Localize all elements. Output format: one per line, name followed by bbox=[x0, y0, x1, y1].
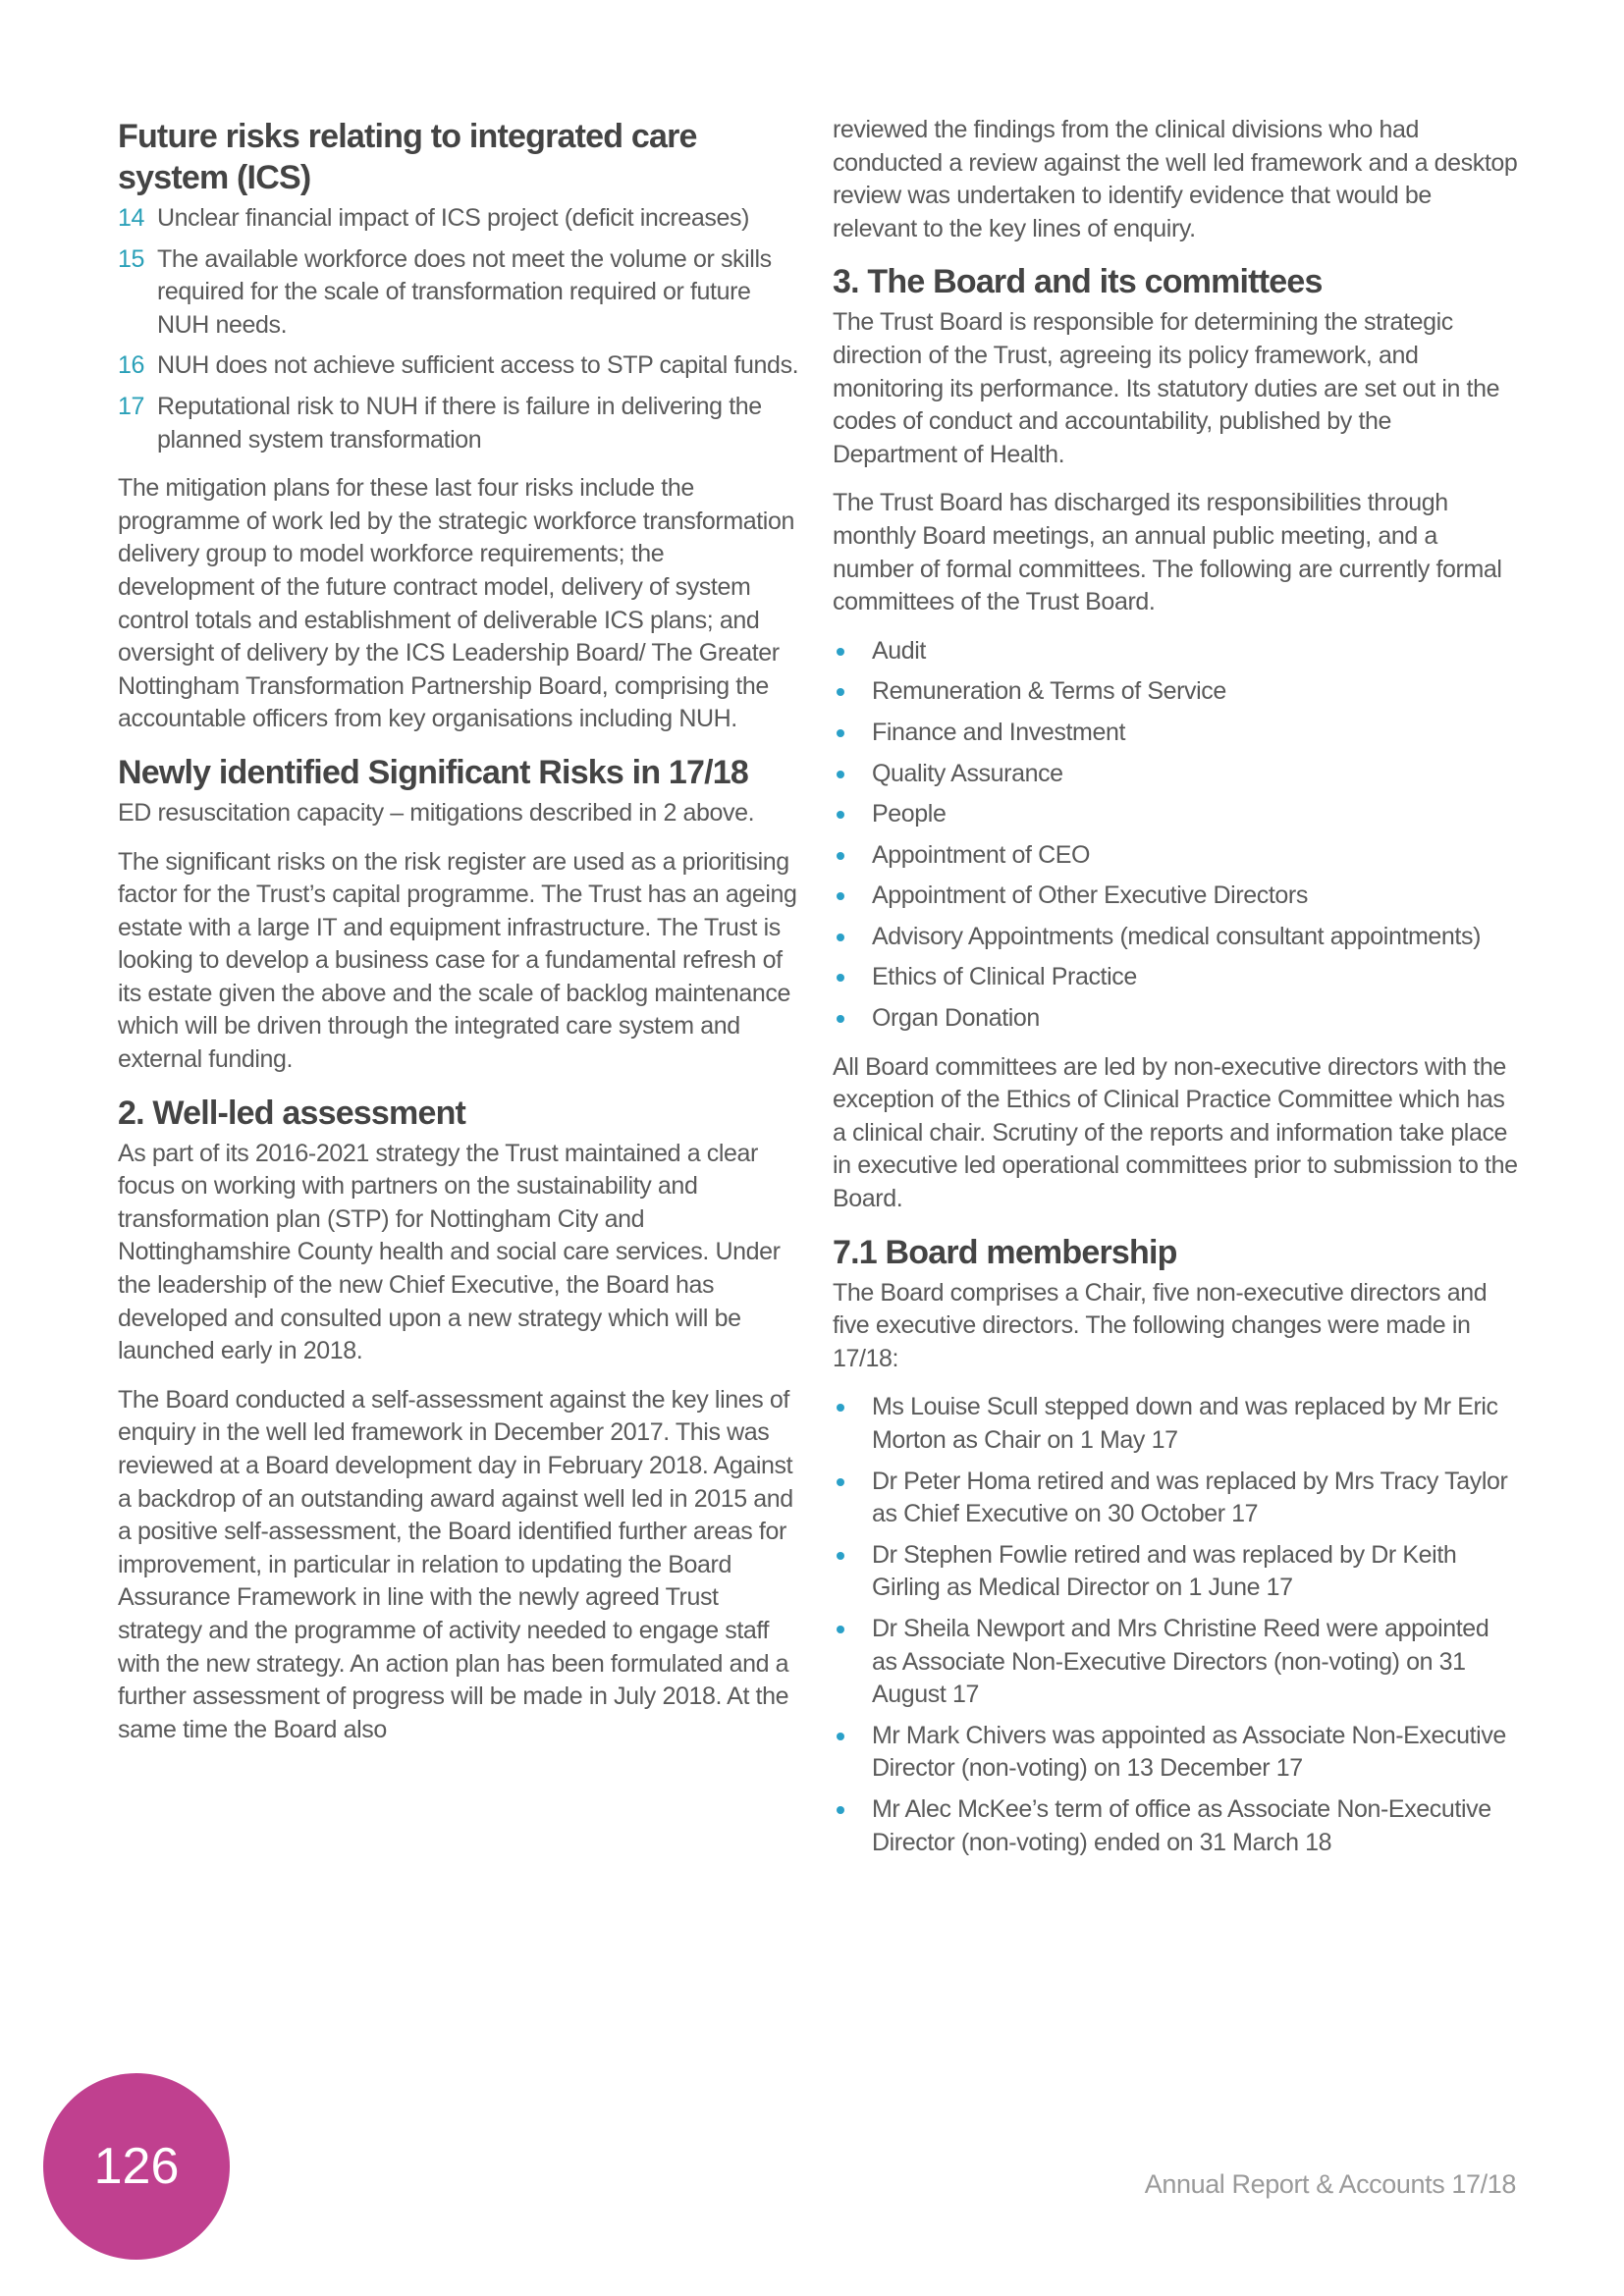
list-item: Finance and Investment bbox=[833, 717, 1520, 750]
risk-text: Reputational risk to NUH if there is failure in delivering the planned system transformation bbox=[157, 392, 762, 454]
paragraph-as-part: As part of its 2016-2021 strategy the Trust maintained a clear focus on working with partners on the sustainability and transformation plan (STP) for Nottingham City and Nottinghamshire County health and social care services. Under the leadership of the new Chief Executive, the Board has developed and consulted upon a new strategy which will be launched early in 2018. bbox=[118, 1139, 781, 1365]
list-item: Ethics of Clinical Practice bbox=[833, 961, 1520, 994]
list-item: Dr Sheila Newport and Mrs Christine Reed were appointed as Associate Non-Executive Directors (non-voting) on 31 August 17 bbox=[833, 1613, 1520, 1712]
risk-item bbox=[118, 349, 805, 383]
risk-text: The available workforce does not meet the volume or skills required for the scale of transformation required or future NUH needs. bbox=[157, 244, 772, 339]
list-item: Dr Stephen Fowlie retired and was replaced by Dr Keith Girling as Medical Director on 1 June 17 bbox=[833, 1539, 1520, 1605]
list-item: Audit bbox=[833, 635, 1520, 668]
list-item: Dr Peter Homa retired and was replaced by Mrs Tracy Taylor as Chief Executive on 30 October 17 bbox=[833, 1466, 1520, 1531]
paragraph-significant: The significant risks on the risk register are used as a prioritising factor for the Trust’s capital programme. The Trust has an ageing estate with a large IT and equipment infrastructure. The Trust is looking to develop a business case for a fundamental refresh of its estate given the above and the scale of backlog maintenance which will be driven through the integrated care system and external funding. bbox=[118, 847, 797, 1074]
paragraph-trust-board-2: The Trust Board has discharged its responsibilities through monthly Board meetings, an annual public meeting, and a number of formal committees. The following are currently formal committees of the Trust Board. bbox=[833, 489, 1502, 616]
page-number: 126 bbox=[93, 2138, 180, 2195]
risk-number: 14 bbox=[118, 204, 145, 232]
membership-changes-list bbox=[833, 1391, 1520, 1859]
risk-list bbox=[118, 202, 805, 456]
list-item: Mr Alec McKee’s term of office as Associate Non-Executive Director (non-voting) ended on 31 March 18 bbox=[833, 1793, 1520, 1859]
paragraph-trust-board-1: The Trust Board is responsible for determining the strategic direction of the Trust, agreeing its policy framework, and monitoring its performance. Its statutory duties are set out in the codes of conduct and accountability, published by the Department of Health. bbox=[833, 308, 1500, 468]
risk-number: 15 bbox=[118, 244, 145, 273]
paragraph-board-conducted: The Board conducted a self-assessment against the key lines of enquiry in the well led framework in December 2017. This was reviewed at a Board development day in February 2018. Against a backdrop of an outstanding award against well led in 2015 and a positive self-assessment, the Board identified further areas for improvement, in particular in relation to updating the Board Assurance Framework in line with the newly agreed Trust strategy and the programme of activity needed to engage staff with the new strategy. An action plan has been formulated and a further assessment of progress will be made in July 2018. At the same time the Board also bbox=[118, 1385, 793, 1743]
page-number-badge bbox=[43, 2073, 230, 2260]
risk-text: NUH does not achieve sufficient access to STP capital funds. bbox=[157, 351, 799, 380]
risk-item bbox=[118, 391, 805, 456]
risk-number: 16 bbox=[118, 351, 145, 380]
paragraph-ed: ED resuscitation capacity – mitigations described in 2 above. bbox=[118, 798, 755, 827]
paragraph-all-committees: All Board committees are led by non-executive directors with the exception of the Ethics of Clinical Practice Committee which has a clinical chair. Scrutiny of the reports and information take place in executive led operational committees prior to submission to the Board. bbox=[833, 1052, 1518, 1213]
risk-number: 17 bbox=[118, 392, 145, 420]
list-item: Advisory Appointments (medical consultant appointments) bbox=[833, 921, 1520, 954]
risk-item bbox=[118, 243, 805, 343]
list-item: People bbox=[833, 798, 1520, 831]
list-item: Quality Assurance bbox=[833, 758, 1520, 791]
heading-newly-identified: Newly identified Significant Risks in 17/18 bbox=[118, 753, 749, 791]
list-item: Organ Donation bbox=[833, 1002, 1520, 1036]
footer-title: Annual Report & Accounts 17/18 bbox=[1144, 2169, 1516, 2199]
list-item: Appointment of Other Executive Directors bbox=[833, 880, 1520, 913]
left-column bbox=[118, 116, 805, 1762]
risk-item bbox=[118, 202, 805, 236]
list-item: Remuneration & Terms of Service bbox=[833, 675, 1520, 709]
list-item: Ms Louise Scull stepped down and was replaced by Mr Eric Morton as Chair on 1 May 17 bbox=[833, 1391, 1520, 1457]
right-column bbox=[833, 114, 1520, 1875]
paragraph-board-comprises: The Board comprises a Chair, five non-executive directors and five executive directors. The following changes were made in 17/18: bbox=[833, 1278, 1488, 1372]
heading-board-committees: 3. The Board and its committees bbox=[833, 263, 1323, 301]
list-item: Mr Mark Chivers was appointed as Associate Non-Executive Director (non-voting) on 13 December 17 bbox=[833, 1720, 1520, 1786]
heading-board-membership: 7.1 Board membership bbox=[833, 1233, 1177, 1271]
risk-text: Unclear financial impact of ICS project (deficit increases) bbox=[157, 204, 750, 232]
heading-future-risks: Future risks relating to integrated care system (ICS) bbox=[118, 118, 697, 196]
paragraph-mitigation: The mitigation plans for these last four risks include the programme of work led by the strategic workforce transformation delivery group to model workforce requirements; the development of the future contract model, delivery of system control totals and establishment of deliverable ICS plans; and oversight of delivery by the ICS Leadership Board/ The Greater Nottingham Transformation Partnership Board, comprising the accountable officers from key organisations including NUH. bbox=[118, 474, 794, 733]
committee-list bbox=[833, 635, 1520, 1036]
list-item: Appointment of CEO bbox=[833, 839, 1520, 873]
heading-well-led: 2. Well-led assessment bbox=[118, 1094, 466, 1132]
paragraph-reviewed: reviewed the findings from the clinical divisions who had conducted a review against the well led framework and a desktop review was undertaken to identify evidence that would be relevant to the key lines of enquiry. bbox=[833, 116, 1518, 242]
